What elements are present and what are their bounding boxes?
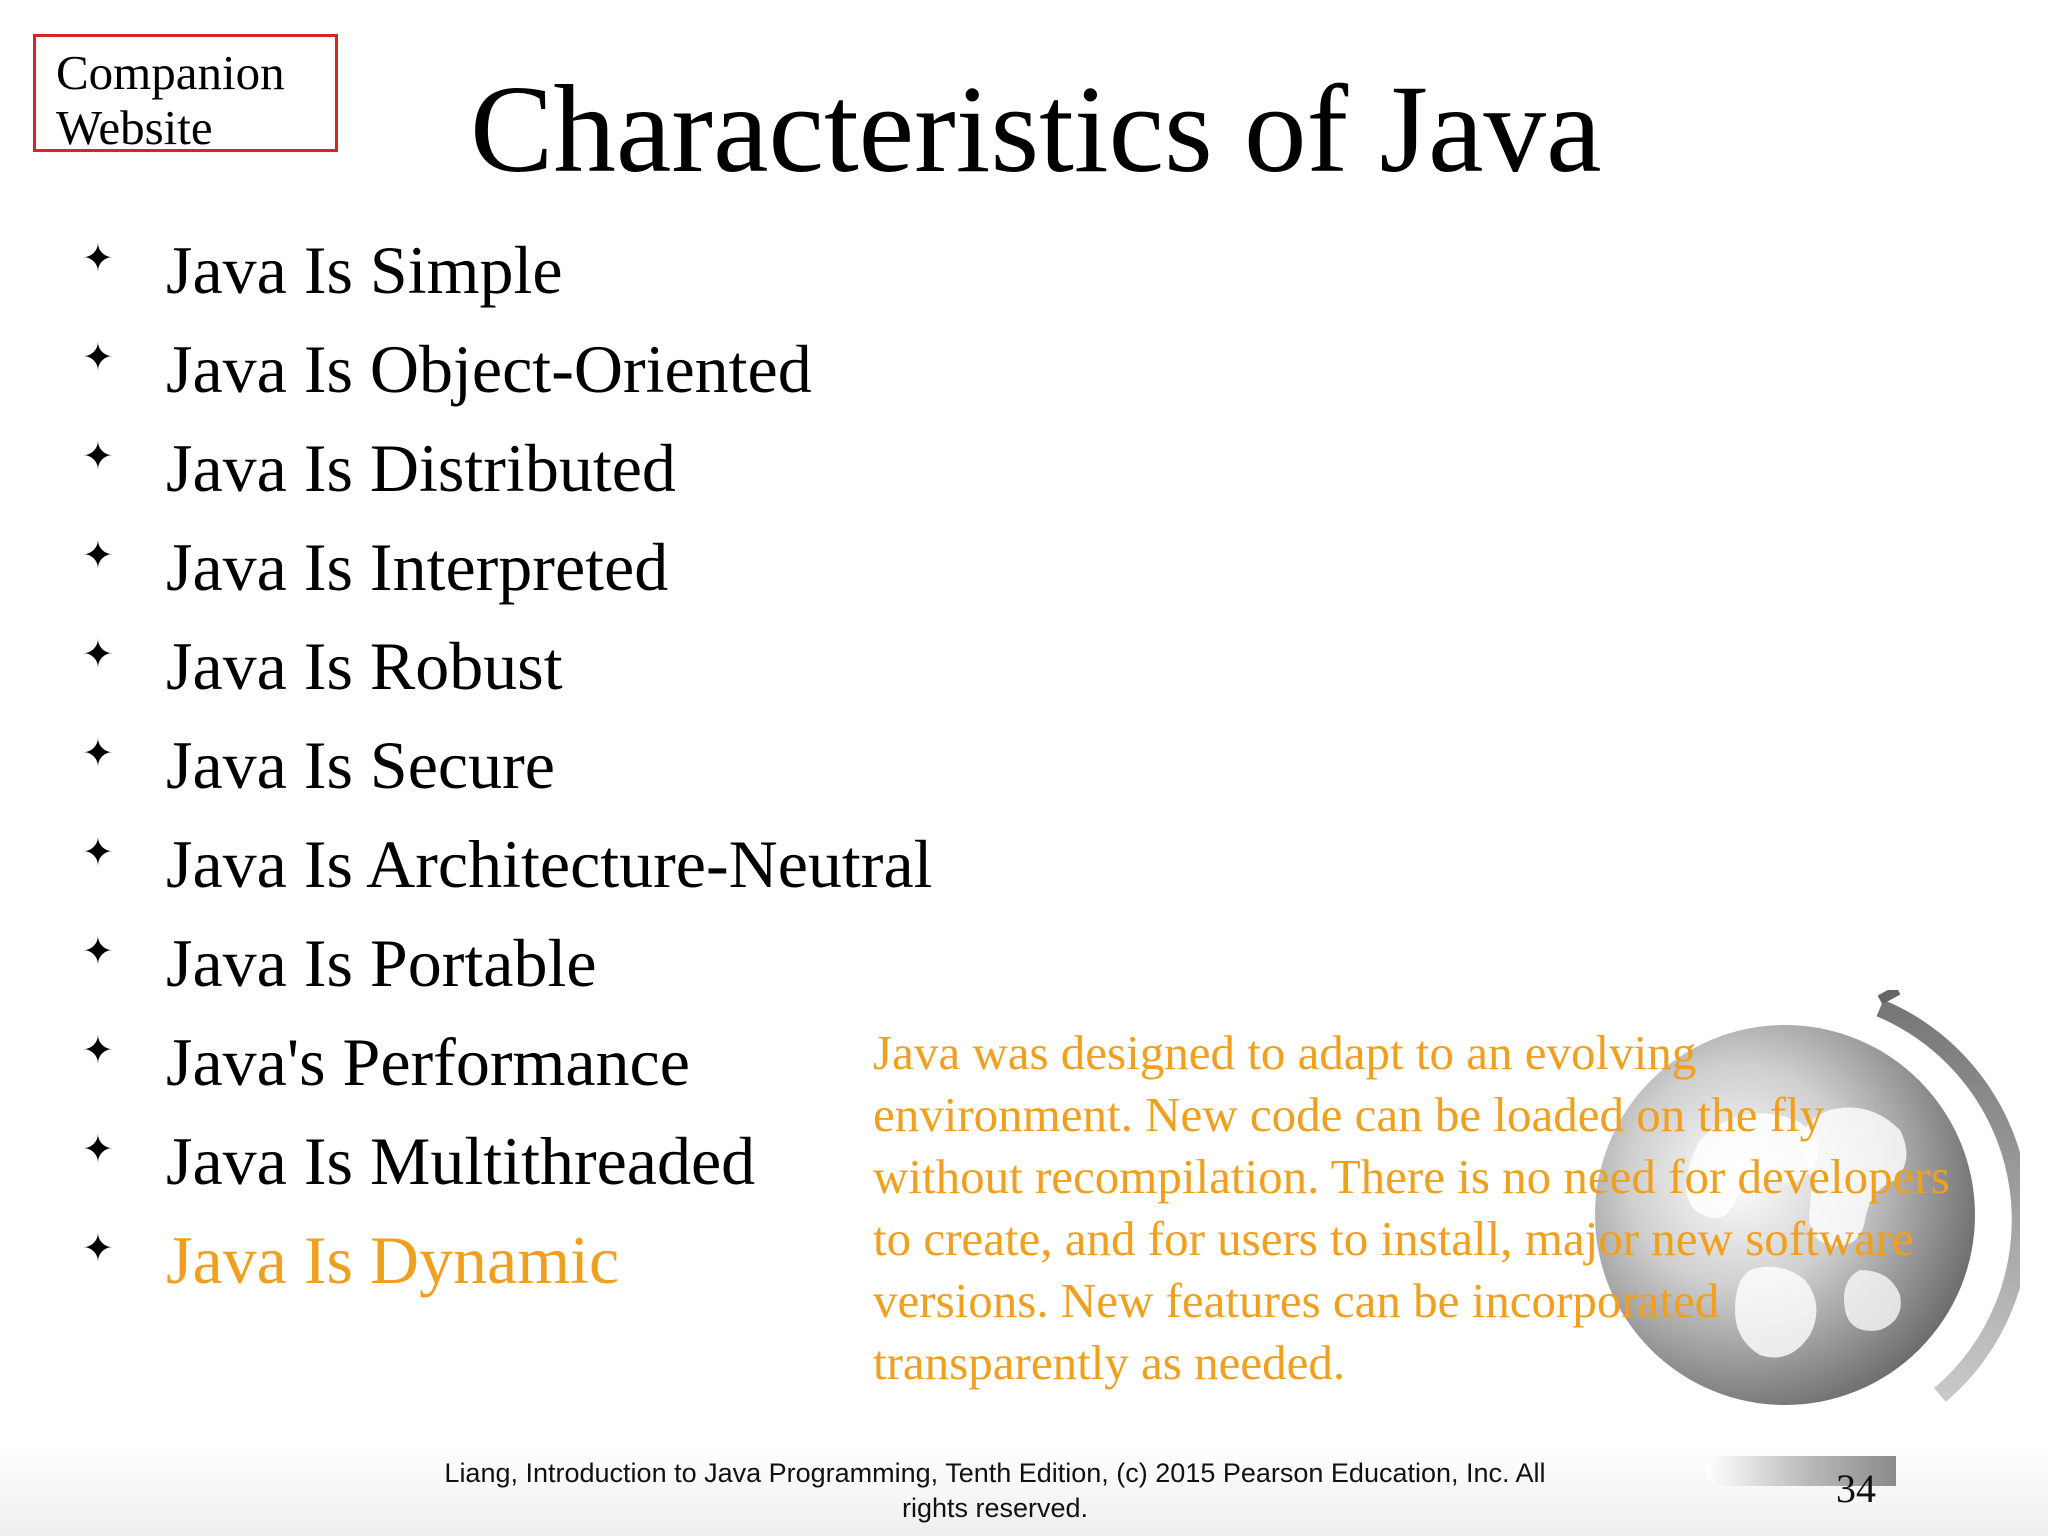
bullet-star-icon: ✦ (82, 1028, 114, 1072)
bullet-label: Java Is Dynamic (166, 1222, 620, 1298)
bullet-star-icon: ✦ (82, 731, 114, 775)
bullet-label: Java's Performance (166, 1024, 690, 1100)
footer-line-2: rights reserved. (901, 1493, 1089, 1523)
bullet-label: Java Is Multithreaded (166, 1123, 756, 1199)
bullet-label: Java Is Portable (166, 925, 597, 1001)
footer-line-1: Liang, Introduction to Java Programming, Tenth Edition, (c) 2015 Pearson Education, Inc. All (444, 1458, 1546, 1488)
bullet-star-icon: ✦ (82, 236, 114, 280)
bullet-label: Java Is Architecture-Neutral (166, 826, 933, 902)
footer-copyright (400, 1456, 1590, 1526)
slide-title: Characteristics of Java (470, 61, 1602, 199)
companion-website-link[interactable] (33, 34, 338, 155)
page-number: 34 (1836, 1466, 1876, 1511)
bullet-star-icon: ✦ (82, 632, 114, 676)
bullet-star-icon: ✦ (82, 1127, 114, 1171)
bullet-label: Java Is Object-Oriented (166, 331, 812, 407)
bullet-label: Java Is Distributed (166, 430, 676, 506)
bullet-star-icon: ✦ (82, 533, 114, 577)
bullet-star-icon: ✦ (82, 335, 114, 379)
bullet-star-icon: ✦ (82, 434, 114, 478)
companion-line-1: Companion (56, 45, 285, 100)
companion-line-2: Website (56, 100, 213, 155)
bullet-label: Java Is Robust (166, 628, 563, 704)
dynamic-description: Java was designed to adapt to an evolving environment. New code can be loaded on the fly without recompilation. There is no need for developers to create, and for users to install, major new software versions. New features can be incorporated transparently as needed. (873, 1025, 1950, 1390)
bullet-label: Java Is Simple (166, 232, 563, 308)
bullet-star-icon: ✦ (82, 830, 114, 874)
bullet-star-icon: ✦ (82, 929, 114, 973)
bullet-label: Java Is Interpreted (166, 529, 669, 605)
bullet-label: Java Is Secure (166, 727, 555, 803)
bullet-star-icon: ✦ (82, 1226, 114, 1270)
